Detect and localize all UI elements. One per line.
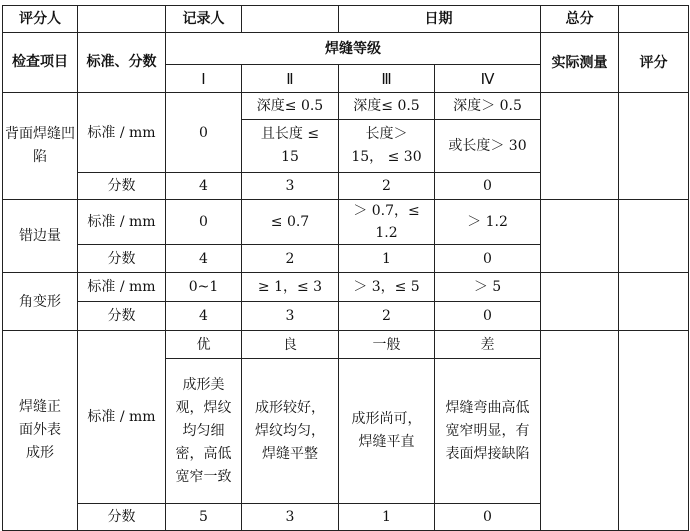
desc-grade-2: 成形较好，焊纹均匀，焊缝平整 (242, 359, 339, 504)
score-header: 评分 (619, 33, 689, 93)
std-grade-3: ＞ 3，≤ 5 (339, 273, 435, 302)
std-grade-3: ＞ 0.7，≤ 1.2 (339, 200, 435, 245)
std-grade-4-cont: 或长度＞ 30 (435, 120, 541, 173)
score-cell[interactable] (619, 200, 689, 273)
score-grade-2: 3 (242, 504, 339, 531)
appearance-level-row (3, 331, 689, 359)
item-back-concavity: 背面焊缝凹陷 (3, 93, 78, 200)
desc-grade-1: 成形美观，焊纹均匀细密，高低宽窄一致 (166, 359, 242, 504)
standard-header: 标准、分数 (78, 33, 166, 93)
grade-1: Ⅰ (166, 65, 242, 93)
score-grade-2: 3 (242, 302, 339, 331)
desc-grade-4: 焊缝弯曲高低宽窄明显，有表面焊接缺陷 (435, 359, 541, 504)
std-grade-2: ≤ 0.7 (242, 200, 339, 245)
std-grade-1: 0~1 (166, 273, 242, 302)
std-grade-1: 0 (166, 93, 242, 173)
std-grade-4: ＞ 5 (435, 273, 541, 302)
std-grade-2: ≥ 1，≤ 3 (242, 273, 339, 302)
measured-cell[interactable] (541, 273, 619, 331)
score-grade-4: 0 (435, 245, 541, 273)
scorer-value[interactable] (78, 6, 166, 33)
std-label: 标准 / mm (78, 273, 166, 302)
column-header-row (3, 33, 689, 65)
std-label: 标准 / mm (78, 93, 166, 173)
std-grade-4: ＞ 1.2 (435, 200, 541, 245)
level-grade-1: 优 (166, 331, 242, 359)
score-grade-4: 0 (435, 302, 541, 331)
date-label: 日期 (339, 6, 541, 33)
item-appearance: 焊缝正面外表成形 (3, 331, 78, 531)
score-grade-3: 2 (339, 302, 435, 331)
total-value[interactable] (619, 6, 689, 33)
measured-cell[interactable] (541, 93, 619, 200)
score-grade-1: 4 (166, 245, 242, 273)
score-cell[interactable] (619, 273, 689, 331)
score-label: 分数 (78, 173, 166, 200)
measured-header: 实际测量 (541, 33, 619, 93)
score-grade-4: 0 (435, 504, 541, 531)
recorder-value[interactable] (242, 6, 339, 33)
score-label: 分数 (78, 245, 166, 273)
misalignment-std-row (3, 200, 689, 245)
score-grade-3: 1 (339, 504, 435, 531)
std-grade-4: 深度＞ 0.5 (435, 93, 541, 120)
item-header: 检查项目 (3, 33, 78, 93)
grade-4: Ⅳ (435, 65, 541, 93)
score-grade-3: 1 (339, 245, 435, 273)
desc-grade-3: 成形尚可，焊缝平直 (339, 359, 435, 504)
score-grade-3: 2 (339, 173, 435, 200)
recorder-label: 记录人 (166, 6, 242, 33)
std-grade-3-cont: 长度＞ 15， ≤ 30 (339, 120, 435, 173)
grade-group-header: 焊缝等级 (166, 33, 541, 65)
item-angular: 角变形 (3, 273, 78, 331)
scorer-label: 评分人 (3, 6, 78, 33)
std-grade-1: 0 (166, 200, 242, 245)
score-grade-1: 4 (166, 302, 242, 331)
level-grade-4: 差 (435, 331, 541, 359)
score-grade-1: 5 (166, 504, 242, 531)
level-grade-2: 良 (242, 331, 339, 359)
std-label: 标准 / mm (78, 200, 166, 245)
score-cell[interactable] (619, 93, 689, 200)
measured-cell[interactable] (541, 331, 619, 531)
grade-3: Ⅲ (339, 65, 435, 93)
grade-2: Ⅱ (242, 65, 339, 93)
score-grade-2: 2 (242, 245, 339, 273)
angular-std-row (3, 273, 689, 302)
score-grade-4: 0 (435, 173, 541, 200)
score-label: 分数 (78, 302, 166, 331)
level-grade-3: 一般 (339, 331, 435, 359)
header-row (3, 6, 689, 33)
std-label: 标准 / mm (78, 331, 166, 504)
std-grade-3: 深度≤ 0.5 (339, 93, 435, 120)
measured-cell[interactable] (541, 200, 619, 273)
back-concavity-std-row (3, 93, 689, 120)
std-grade-2-cont: 且长度 ≤ 15 (242, 120, 339, 173)
std-grade-2: 深度≤ 0.5 (242, 93, 339, 120)
item-misalignment: 错边量 (3, 200, 78, 273)
welding-score-table (2, 5, 689, 531)
total-label: 总分 (541, 6, 619, 33)
score-grade-1: 4 (166, 173, 242, 200)
score-label: 分数 (78, 504, 166, 531)
score-grade-2: 3 (242, 173, 339, 200)
score-cell[interactable] (619, 331, 689, 531)
